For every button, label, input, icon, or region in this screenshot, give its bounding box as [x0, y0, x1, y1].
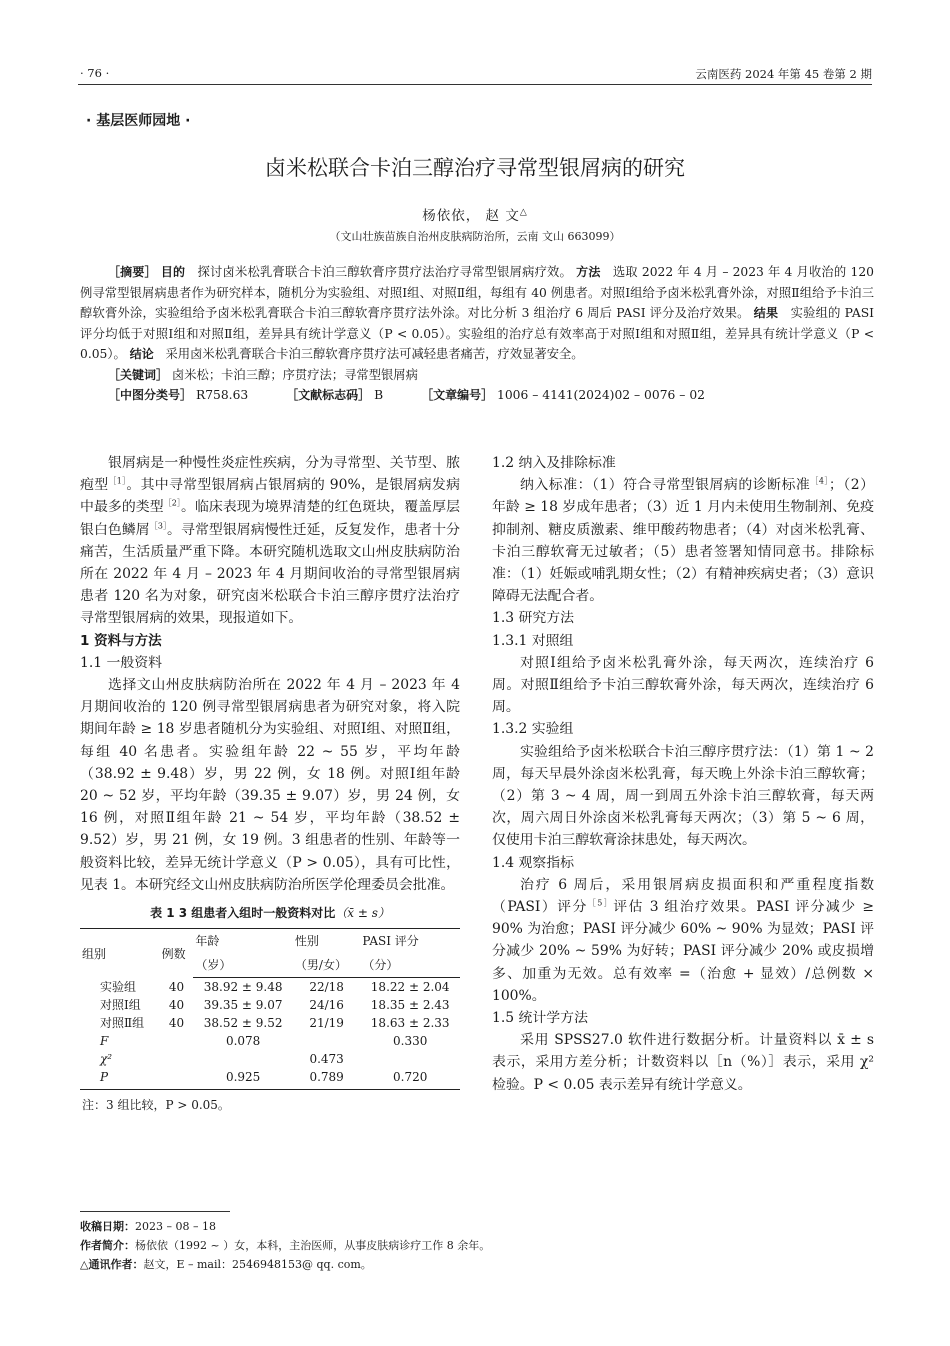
aim-label: 目的 — [160, 265, 186, 279]
cell-group: 对照Ⅱ组 — [100, 1016, 145, 1031]
table-row — [80, 1014, 460, 1032]
col-age-unit: （岁） — [193, 953, 293, 978]
keywords-line — [80, 365, 874, 386]
cell-age: 38.92 ± 9.48 — [203, 980, 283, 995]
cell-pasi: 0.720 — [360, 1068, 460, 1090]
general-paragraph: 选择文山州皮肤病防治所在 2022 年 4 月 – 2023 年 4 月期间收治的 120 例寻常型银屑病患者为研究对象，将入院期间年龄 ≥ 18 岁患者随机分为实验组、对照Ⅰ组、对照Ⅱ组，每组 40 名患者。实验组年龄 22 ~ 55 岁，平均年龄（38.92 ± 9.48）岁，男 22 例，女 18 例。对照Ⅰ组年龄 20 ~ 52 岁，平均年龄（39.35 ± 9.07）岁，男 24 例，女 16 例，对照Ⅱ组年龄 21 ~ 54 岁，平均年龄（38.52 ± 9.52）岁，男 21 例，女 19 例。3 组患者的性别、年龄等一般资料比较，差异无统计学意义（P > 0.05），具有可比性，见表 1。本研究经文山州皮肤病防治所医学伦理委员会批准。 — [80, 677, 460, 893]
cell-n: 40 — [168, 998, 185, 1013]
classification-line — [80, 385, 874, 406]
cell-pasi: 18.35 ± 2.43 — [370, 998, 450, 1013]
cell-pasi — [360, 1050, 460, 1068]
col-pasi: PASI 评分 — [360, 929, 460, 954]
table-row — [80, 1050, 460, 1068]
col-age: 年龄 — [193, 929, 293, 954]
table-row — [80, 1032, 460, 1050]
observation-paragraph — [492, 874, 874, 1007]
cell-group: F — [100, 1034, 109, 1049]
corr-text: 赵文，E – mail：2546948153@ qq. com。 — [143, 1258, 372, 1271]
experimental-paragraph: 实验组给予卤米松联合卡泊三醇序贯疗法：（1）第 1 ~ 2 周，每天早晨外涂卤米松乳膏，每天晚上外涂卡泊三醇软膏；（2）第 3 ~ 4 周，周一到周五外涂卡泊三醇软膏，每天两次，周六周日外涂卤米松乳膏每天两次；（3）第 5 ~ 6 周，仅使用卡泊三醇软膏涂抹患处，每天两次。 — [492, 743, 874, 849]
corresponding-mark: △ — [519, 207, 528, 218]
cell-n: 40 — [168, 980, 185, 995]
heading-experimental: 1.3.2 实验组 — [492, 721, 574, 738]
received-label: 收稿日期： — [80, 1220, 135, 1233]
cell-group: χ² — [100, 1052, 113, 1067]
cell-age: 0.925 — [193, 1068, 293, 1090]
cell-n — [160, 1032, 194, 1050]
col-group: 组别 — [80, 929, 160, 978]
abstract-body — [80, 262, 874, 365]
received-date: 2023 – 08 – 18 — [135, 1220, 216, 1233]
col-sex: 性别 — [293, 929, 360, 954]
doc-code-label: ［文献标志码］ — [286, 388, 371, 402]
bio-text: 杨依依（1992 ~ ）女，本科，主治医师，从事皮肤病诊疗工作 8 余年。 — [135, 1239, 491, 1252]
journal-header: 云南医药 2024 年第 45 卷第 2 期 — [695, 67, 872, 81]
citation: ［1］ — [108, 476, 127, 486]
heading-criteria: 1.2 纳入及排除标准 — [492, 455, 616, 471]
cell-pasi: 18.63 ± 2.33 — [370, 1016, 450, 1031]
table-caption-stat: （x̄ ± s） — [335, 906, 390, 921]
footnote-rule — [80, 1211, 230, 1212]
article-number-label: ［文章编号］ — [421, 388, 494, 402]
corr-label: △通讯作者： — [80, 1258, 144, 1271]
methods-label: 方法 — [576, 265, 601, 279]
footnote-received — [80, 1218, 216, 1234]
citation: ［3］ — [149, 520, 168, 530]
cell-group: 实验组 — [100, 980, 137, 995]
left-column — [80, 452, 460, 1116]
bio-label: 作者简介： — [80, 1239, 135, 1252]
cell-sex: 24/16 — [309, 998, 344, 1013]
baseline-table — [80, 928, 460, 1090]
cell-age: 39.35 ± 9.07 — [203, 998, 283, 1013]
statistics-paragraph: 采用 SPSS27.0 软件进行数据分析。计量资料以 x̄ ± s 表示，采用方差分析；计数资料以［n（%）］表示，采用 χ² 检验。P < 0.05 表示差异有统计学意义。 — [492, 1032, 874, 1093]
col-n: 例数 — [160, 929, 194, 978]
table-row — [80, 1068, 460, 1090]
section-label: · 基层医师园地 · — [86, 113, 191, 129]
cell-sex: 0.473 — [309, 1052, 344, 1067]
observation-text: 治疗 6 周后，采用银屑病皮损面积和严重程度指数（PASI）评分 — [492, 876, 874, 916]
cell-n: 40 — [168, 1016, 185, 1031]
intro-text: 银屑病是一种慢性炎症性疾病，分为寻常型、关节型、脓疱型 — [80, 455, 460, 494]
header-rule — [78, 84, 872, 85]
heading-observation: 1.4 观察指标 — [492, 854, 575, 871]
clc-value: R758.63 — [195, 388, 249, 402]
intro-text: 。其中寻常型银屑病占银屑病的 90%，是银屑病发病中最多的类型 — [80, 477, 460, 516]
article-number-value: 1006 – 4141(2024)02 – 0076 – 02 — [497, 388, 705, 402]
cell-sex — [293, 1032, 360, 1050]
cell-age: 0.078 — [225, 1034, 261, 1049]
footnote-bio — [80, 1237, 490, 1253]
criteria-paragraph — [492, 474, 874, 607]
abstract — [80, 262, 874, 406]
heading-study-methods: 1.3 研究方法 — [492, 610, 575, 627]
author-names: 杨依依， 赵 文 — [422, 208, 520, 224]
authors — [0, 204, 950, 224]
results-text: 实验组的 PASI 评分均低于对照Ⅰ组和对照Ⅱ组，差异具有统计学意义（P < 0.05）。实验组的治疗总有效率高于对照Ⅰ组和对照Ⅱ组，差异具有统计学意义（P < 0.05）。 — [80, 306, 874, 361]
keywords-label: ［关键词］ — [108, 367, 169, 382]
col-pasi-unit: （分） — [360, 953, 460, 978]
cell-sex: 21/19 — [309, 1016, 344, 1031]
doc-code-value: B — [374, 388, 384, 402]
right-column — [492, 452, 874, 1096]
cell-sex: 0.789 — [293, 1068, 360, 1090]
cell-age: 38.52 ± 9.52 — [203, 1016, 283, 1031]
footnote-correspondence — [80, 1256, 372, 1272]
citation: ［5］ — [587, 898, 614, 908]
table-row — [80, 978, 460, 997]
cell-n — [160, 1050, 194, 1068]
aim-text: 探讨卤米松乳膏联合卡泊三醇软膏序贯疗法治疗寻常型银屑病疗效。 — [197, 265, 573, 279]
intro-text: 。临床表现为境界清楚的红色斑块，覆盖厚层银白色鳞屑 — [80, 499, 460, 538]
cell-group: 对照Ⅰ组 — [100, 998, 141, 1013]
conclusion-label: 结论 — [129, 347, 154, 361]
citation: ［2］ — [163, 498, 181, 508]
methods-text: 选取 2022 年 4 月 – 2023 年 4 月收治的 120 例寻常型银屑病患者作为研究样本，随机分为实验组、对照Ⅰ组、对照Ⅱ组，每组有 40 例患者。对照Ⅰ组给予卤米松乳膏外涂，对照Ⅱ组给予卡泊三醇软膏外涂，实验组给予卤米松乳膏联合卡泊三醇软膏序贯疗法外涂。对比分析 3 组治疗 6 周后 PASI 评分及治疗效果。 — [80, 265, 874, 320]
table-note: 注：3 组比较，P > 0.05。 — [82, 1098, 230, 1113]
cell-n — [160, 1068, 194, 1090]
article-title: 卤米松联合卡泊三醇治疗寻常型银屑病的研究 — [265, 156, 685, 180]
observation-text: 评估 3 组治疗效果。PASI 评分减少 ≥ 90% 为治愈；PASI 评分减少 60% ~ 90% 为显效；PASI 评分减少 20% ~ 59% 为好转；PASI 评分减少 20% 或皮损增多、加重为无效。总有效率 =（治愈 + 显效）/总例数 × 100%。 — [492, 899, 875, 1004]
citation: ［4］ — [810, 476, 829, 486]
page-number: · 76 · — [80, 66, 110, 80]
table-row — [80, 996, 460, 1014]
affiliation: （文山壮族苗族自治州皮肤病防治所，云南 文山 663099） — [329, 230, 621, 243]
table-caption-text: 表 1 3 组患者入组时一般资料对比 — [150, 906, 336, 921]
conclusion-text: 采用卤米松乳膏联合卡泊三醇软膏序贯疗法可减轻患者痛苦，疗效显著安全。 — [165, 347, 584, 361]
heading-methods: 1 资料与方法 — [80, 632, 162, 649]
abstract-label: ［摘要］ — [108, 265, 157, 279]
table-caption — [80, 902, 460, 924]
criteria-text: ；（2）年龄 ≥ 18 岁成年患者；（3）近 1 月内未使用生物制剂、免疫抑制剂、糖皮质激素、维甲酸药物患者；（4）对卤米松乳膏、卡泊三醇软膏无过敏者；（5）患者签署知情同意书。排除标准：（1）妊娠或哺乳期女性；（2）有精神疾病史者；（3）意识障碍无法配合者。 — [492, 477, 874, 605]
control-paragraph: 对照Ⅰ组给予卤米松乳膏外涂，每天两次，连续治疗 6 周。对照Ⅱ组给予卡泊三醇软膏外涂，每天两次，连续治疗 6 周。 — [492, 654, 874, 716]
cell-pasi: 18.22 ± 2.04 — [370, 980, 450, 995]
cell-pasi: 0.330 — [393, 1034, 428, 1049]
intro-text: 。寻常型银屑病慢性迁延，反复发作，患者十分痛苦，生活质量严重下降。本研究随机选取文山州皮肤病防治所在 2022 年 4 月 – 2023 年 4 月期间收治的寻常型银屑病患者 120 名为对象，研究卤米松联合卡泊三醇序贯疗法治疗寻常型银屑病的效果，现报道如下。 — [80, 521, 460, 627]
heading-statistics: 1.5 统计学方法 — [492, 1010, 588, 1027]
intro-paragraph — [80, 452, 460, 630]
criteria-text: 纳入标准：（1）符合寻常型银屑病的诊断标准 — [520, 477, 811, 494]
heading-general: 1.1 一般资料 — [80, 654, 163, 671]
results-label: 结果 — [753, 306, 779, 320]
heading-control: 1.3.1 对照组 — [492, 632, 574, 649]
clc-label: ［中图分类号］ — [108, 388, 193, 402]
keywords: 卤米松；卡泊三醇；序贯疗法；寻常型银屑病 — [171, 367, 418, 382]
col-sex-unit: （男/女） — [293, 953, 360, 978]
cell-sex: 22/18 — [309, 980, 344, 995]
cell-group: P — [80, 1068, 160, 1090]
cell-age — [193, 1050, 293, 1068]
